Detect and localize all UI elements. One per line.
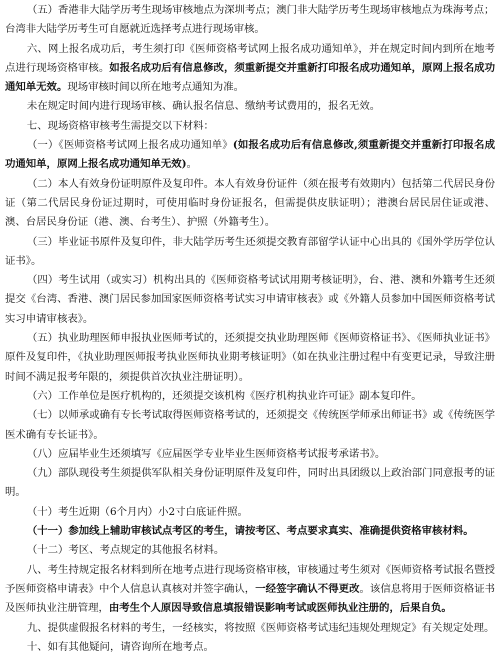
para-7-2 [5,175,495,233]
document-body [5,1,495,657]
text-run: （七）以师承或确有专长考试取得医师资格考试的，还须提交《传统医学师承出师证书》或《传统医学医术确有专长证书》。 [5,409,495,441]
text-run: 八、考生持规定报名材料到所在地考点进行现场资格审核，审核通过考生须对《医师资格考试报名暨授予医师资格申请表》中个人信息认真核对并签字确认， [5,563,495,595]
para-7-9 [5,464,495,503]
text-run: 十、如有其他疑问，请咨询所在地考点。 [26,640,214,653]
para-item-9 [5,619,495,638]
para-7-12 [5,541,495,560]
text-run: （二）本人有效身份证明原件及复印件。本人有效身份证件（须在报考有效期内）包括第二代居民身份证（第二代居民身份证过期时，可使用临时身份证报名，但需提供皮肤证明）；港澳台居民居住证或港、澳、台居民身份证（港、澳、台考生）、护照（外籍考生）。 [5,177,495,229]
para-item-6 [5,40,495,98]
para-hk-site [5,1,495,20]
text-run: 未在规定时间内进行现场审核、确认报名信息、缴纳考试费用的，报名无效。 [26,100,381,113]
text-run: （六）工作单位是医疗机构的，还须提交该机构《医疗机构执业许可证》副本复印件。 [26,389,422,402]
para-item-8 [5,561,495,619]
bold-text: （十一）参加线上辅助审核试点考区的考生，请按考区、考点要求真实、准确提供资格审核材料。 [26,525,474,538]
text-run: 现场审核时间以所在地考点通知为准。 [67,81,244,94]
text-run: （九）部队现役考生须提供军队相关身份证明原件及复印件，同时出具团级以上政治部门同意报考的证明。 [5,467,495,499]
text-run: （一）《医师资格考试网上报名成功通知单》 [26,139,233,152]
text-run: 九、提供虚假报名材料的考生，一经核实，将按照《医师资格考试违纪违规处理规定》有关规定处理。 [26,621,495,634]
text-run: 台湾非大陆学历考生可自愿就近选择考点进行现场审核。 [5,23,265,36]
para-7-8 [5,445,495,464]
text-run: （三）毕业证书原件及复印件，非大陆学历考生还须提交教育部留学认证中心出具的《国外学历学位认证书》。 [5,235,495,267]
bold-text: (如报名成功后有信息修改,须重新提交并重新打印报名成功通知单，原网上报名成功通知单无效) [5,139,495,171]
text-run: （十二）考区、考点规定的其他报名材料。 [26,544,225,557]
para-tw-site [5,20,495,39]
bold-text: 由考生个人原因导致信息填报错误影响考试或医师执业注册的，后果自负。 [108,602,452,615]
text-run: （五）香港非大陆学历考生现场审核地点为深圳考点；澳门非大陆学历考生现场审核地点为珠海考点； [26,4,495,16]
text-run: （十）考生近期（6个月内）小2寸白底证件照。 [26,505,248,518]
para-unfinished [5,97,495,116]
text-run: （四）考生试用（或实习）机构出具的《医师资格考试试用期考核证明》，台、港、澳和外籍考生还须提交《台湾、香港、澳门居民参加国家医师资格考试实习申请审核表》或《外籍人员参加中国医师资格考试实习申请审核表》。 [5,274,495,325]
para-item-10 [5,638,495,657]
text-run: 七、现场资格审核考生需提交以下材料： [26,119,214,132]
para-7-3 [5,233,495,272]
text-run: 。 [186,158,197,171]
text-run: （八）应届毕业生还须填写《应届医学专业毕业生医师资格考试报考承诺书》。 [26,447,386,460]
para-7-4 [5,271,495,329]
para-item-7 [5,117,495,136]
bold-text: 如报名成功后有信息修改，须重新提交并重新打印报名成功通知单，原网上报名成功通知单无效。 [5,61,495,94]
para-7-10 [5,503,495,522]
para-7-5 [5,329,495,387]
text-run: （五）执业助理医师申报执业医师考试的，还须提交执业助理医师《医师资格证书》、《医师执业证书》原件及复印件，《执业助理医师报考执业医师执业期考核证明》（如在执业注册过程中有变更记录，导致注册时间不满足报考年限的，须提供首次执业注册证明）。 [5,332,495,383]
text-run: 六、网上报名成功后，考生须打印《医师资格考试网上报名成功通知单》，并在规定时间内到所在地考点进行现场资格审核。 [5,42,495,74]
bold-text: 一经签字确认不得更改 [255,582,360,595]
para-7-6 [5,387,495,406]
text-run: 。该信息将用于医师资格证书及医师执业注册管理， [5,582,496,615]
para-7-1 [5,136,495,175]
para-7-11 [5,522,495,541]
para-7-7 [5,406,495,445]
